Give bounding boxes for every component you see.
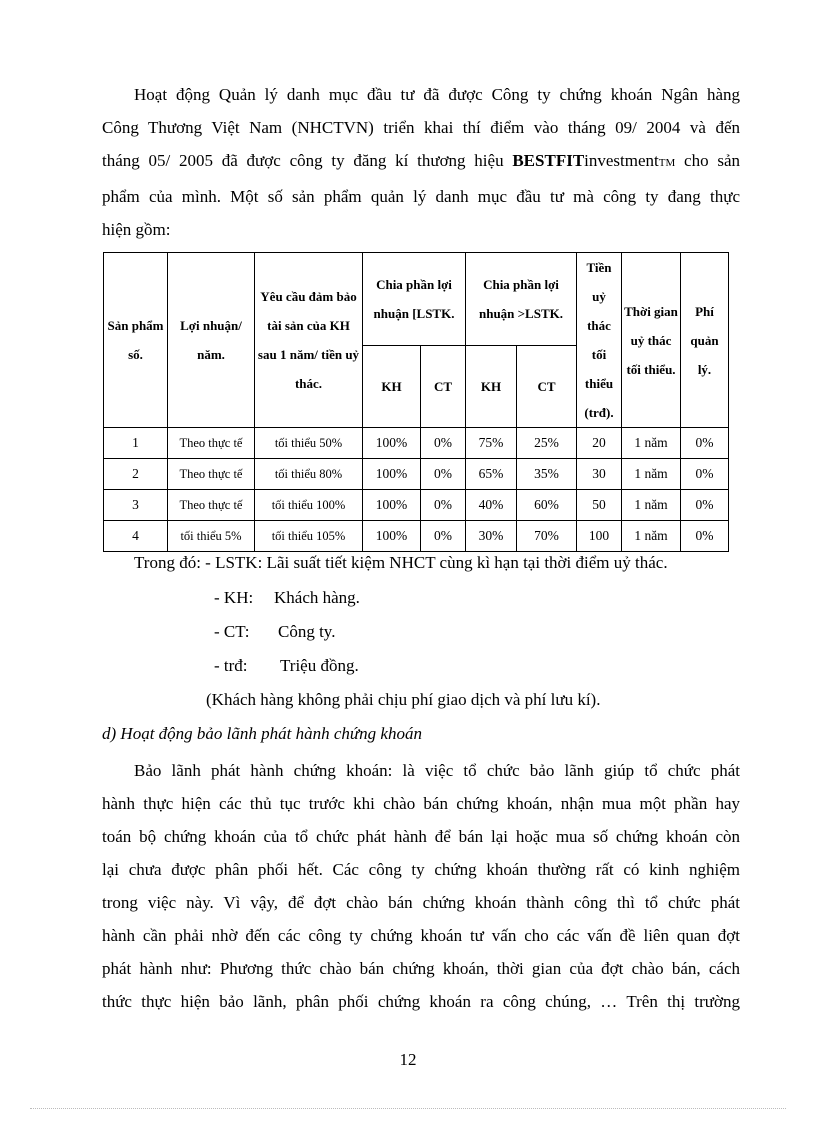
table-row [104, 459, 729, 490]
cell: 100 [577, 521, 622, 552]
cell: Theo thực tế [168, 428, 255, 459]
section-line-7: phát hành như: Phương thức chào bán chứng khoán, thời gian của đợt chào bán, cách [102, 959, 740, 978]
cell: Theo thực tế [168, 459, 255, 490]
cell: 1 năm [622, 521, 681, 552]
cell: Theo thực tế [168, 490, 255, 521]
cell: 0% [681, 490, 729, 521]
section-line-1: Bảo lãnh phát hành chứng khoán: là việc tổ chức bảo lãnh giúp tổ chức phát [134, 761, 740, 780]
cell: 2 [104, 459, 168, 490]
section-line-5: trong việc này. Vì vậy, để đợt chào bán chứng khoán thành công thì tổ chức phát [102, 893, 740, 912]
header-ct-1: CT [421, 346, 466, 428]
cell: 0% [681, 521, 729, 552]
header-ct-2: CT [517, 346, 577, 428]
note-trd-desc: Triệu đồng. [280, 656, 359, 675]
cell: 0% [421, 459, 466, 490]
intro-paragraph [102, 78, 740, 246]
cell: tối thiểu 80% [255, 459, 363, 490]
cell: 40% [466, 490, 517, 521]
cell: 3 [104, 490, 168, 521]
section-heading: d) Hoạt động bảo lãnh phát hành chứng khoán [102, 724, 422, 743]
intro-line-3-post: cho sản [675, 151, 740, 170]
cell: 0% [421, 521, 466, 552]
cell: 0% [681, 459, 729, 490]
header-share-gt: Chia phần lợi nhuận >LSTK. [466, 253, 577, 346]
cell: 0% [681, 428, 729, 459]
header-share-le: Chia phần lợi nhuận [LSTK. [363, 253, 466, 346]
header-kh-1: KH [363, 346, 421, 428]
section-line-8: thức thực hiện bảo lãnh, phân phối chứng khoán ra công chúng, … Trên thị trường [102, 992, 740, 1011]
note-ct-abbr: - CT: [214, 622, 250, 641]
cell: tối thiểu 100% [255, 490, 363, 521]
notes-remark: (Khách hàng không phải chịu phí giao dịch và phí lưu kí). [206, 690, 601, 709]
cell: tối thiểu 5% [168, 521, 255, 552]
notes-intro: Trong đó: - LSTK: Lãi suất tiết kiệm NHCT cùng kì hạn tại thời điểm uỷ thác. [134, 553, 668, 572]
section-line-2: hành thực hiện các thủ tục trước khi chào bán chứng khoán, nhận mua một phần hay [102, 794, 740, 813]
table-row [104, 490, 729, 521]
cell: 1 năm [622, 428, 681, 459]
section-line-4: lại chưa được phân phối hết. Các công ty chứng khoán thường rất có kinh nghiệm [102, 860, 740, 879]
cell: 1 năm [622, 490, 681, 521]
cell: 0% [421, 428, 466, 459]
cell: 30 [577, 459, 622, 490]
header-product: Sản phẩm số. [104, 253, 168, 428]
intro-line-4: phẩm của mình. Một số sản phẩm quản lý danh mục đầu tư mà công ty đang thực [102, 187, 740, 206]
brand-suffix: investment [584, 151, 659, 170]
header-fee: Phí quản lý. [681, 253, 729, 428]
cell: 20 [577, 428, 622, 459]
cell: 25% [517, 428, 577, 459]
intro-line-5: hiện gồm: [102, 220, 171, 239]
note-trd-abbr: - trđ: [214, 656, 248, 675]
cell: tối thiểu 105% [255, 521, 363, 552]
product-table [103, 252, 729, 552]
cell: 60% [517, 490, 577, 521]
cell: 0% [421, 490, 466, 521]
cell: tối thiểu 50% [255, 428, 363, 459]
footer-divider [30, 1108, 786, 1109]
section-paragraph [102, 754, 740, 1018]
cell: 70% [517, 521, 577, 552]
table-row [104, 521, 729, 552]
section-line-6: hành cần phải nhờ đến các công ty chứng khoán tư vấn cho các vấn đề liên quan đợt [102, 926, 740, 945]
cell: 100% [363, 428, 421, 459]
header-kh-2: KH [466, 346, 517, 428]
cell: 75% [466, 428, 517, 459]
cell: 1 [104, 428, 168, 459]
cell: 30% [466, 521, 517, 552]
cell: 50 [577, 490, 622, 521]
header-min-time: Thời gian uỷ thác tối thiểu. [622, 253, 681, 428]
note-kh-abbr: - KH: [214, 588, 254, 607]
intro-line-3 [102, 144, 740, 180]
note-ct-desc: Công ty. [278, 622, 336, 641]
cell: 100% [363, 490, 421, 521]
brand-name: BESTFIT [512, 151, 585, 170]
intro-line-3-pre: tháng 05/ 2005 đã được công ty đăng kí thương hiệu [102, 151, 513, 170]
table-row [104, 428, 729, 459]
page-number: 12 [399, 1050, 417, 1069]
intro-line-2: Công Thương Việt Nam (NHCTVN) triển khai thí điểm vào tháng 09/ 2004 và đến [102, 118, 740, 137]
cell: 35% [517, 459, 577, 490]
cell: 4 [104, 521, 168, 552]
header-guarantee: Yêu cầu đảm bảo tài sản của KH sau 1 năm/ tiền uỷ thác. [255, 253, 363, 428]
intro-line-1: Hoạt động Quản lý danh mục đầu tư đã được Công ty chứng khoán Ngân hàng [134, 85, 740, 104]
trademark-mark: TM [658, 157, 676, 169]
header-profit: Lợi nhuận/ năm. [168, 253, 255, 428]
header-min-amount: Tiền uỷ thác tối thiểu (trđ). [577, 253, 622, 428]
cell: 65% [466, 459, 517, 490]
cell: 100% [363, 459, 421, 490]
cell: 1 năm [622, 459, 681, 490]
section-line-3: toán bộ chứng khoán của tổ chức phát hành để bán lại hoặc mua số chứng khoán còn [102, 827, 740, 846]
note-kh-desc: Khách hàng. [274, 588, 360, 607]
cell: 100% [363, 521, 421, 552]
